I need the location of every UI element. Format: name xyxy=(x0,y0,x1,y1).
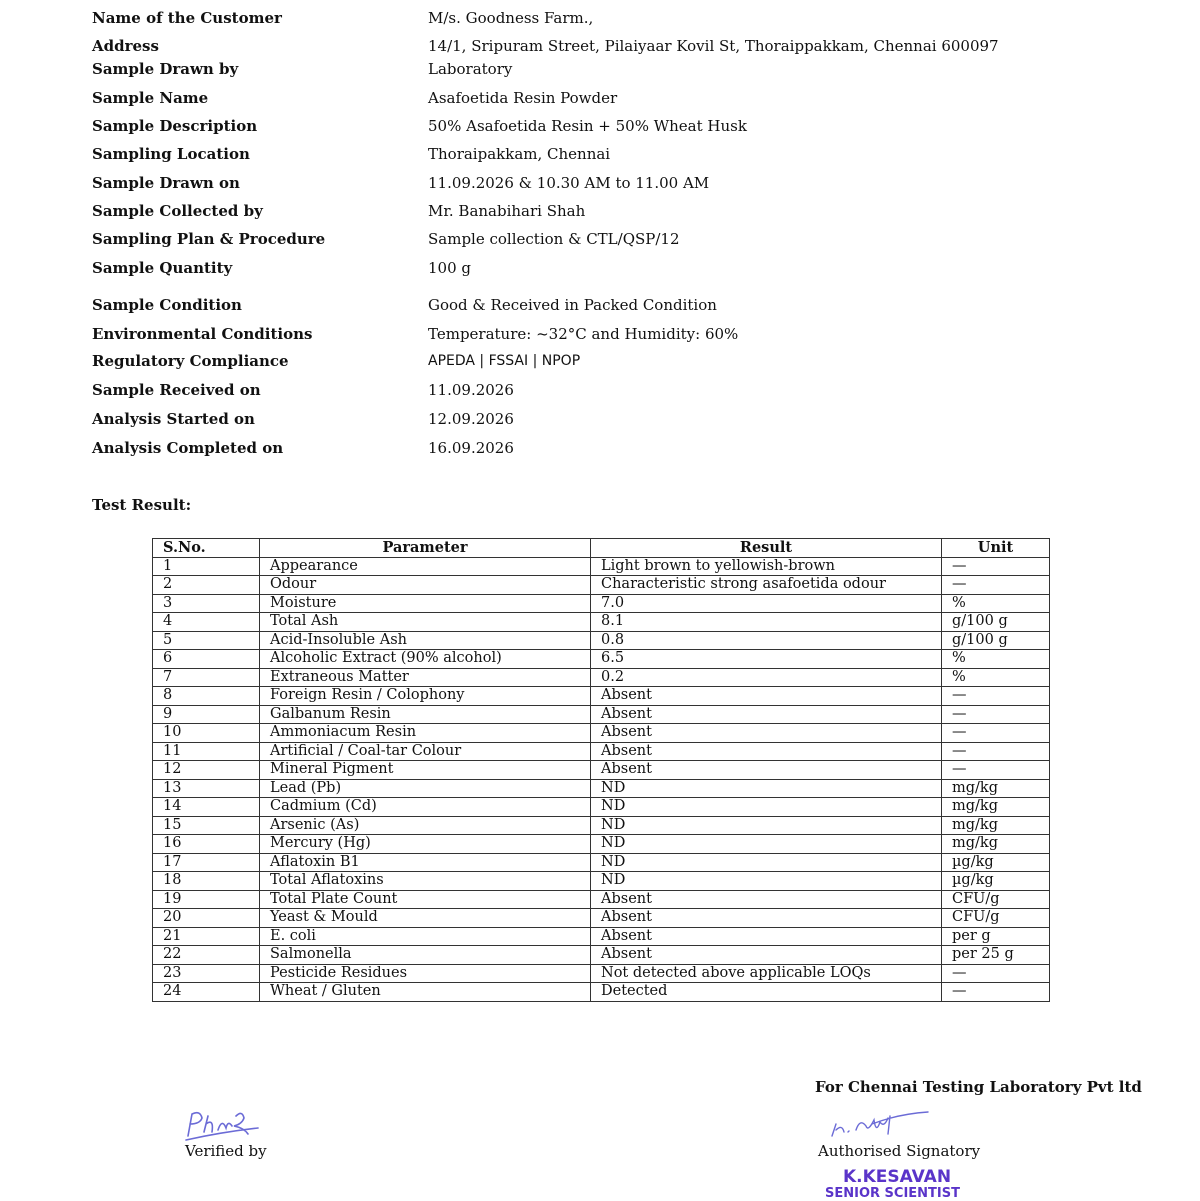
cell-parameter: Arsenic (As) xyxy=(260,816,591,835)
cell-parameter: Alcoholic Extract (90% alcohol) xyxy=(260,650,591,669)
cell-parameter: Pesticide Residues xyxy=(260,964,591,983)
cell-parameter: Moisture xyxy=(260,594,591,613)
cell-result: ND xyxy=(591,779,942,798)
cell-result: Absent xyxy=(591,724,942,743)
cell-parameter: Appearance xyxy=(260,557,591,576)
cell-parameter: Ammoniacum Resin xyxy=(260,724,591,743)
cell-unit: — xyxy=(942,983,1050,1002)
info-value: 50% Asafoetida Resin + 50% Wheat Husk xyxy=(428,117,747,135)
cell-parameter: Total Aflatoxins xyxy=(260,872,591,891)
cell-result: Absent xyxy=(591,705,942,724)
cell-sno: 12 xyxy=(153,761,260,780)
cell-unit: % xyxy=(942,668,1050,687)
cell-result: ND xyxy=(591,853,942,872)
cell-result: 7.0 xyxy=(591,594,942,613)
cell-parameter: Mercury (Hg) xyxy=(260,835,591,854)
cell-unit: — xyxy=(942,724,1050,743)
cell-unit: — xyxy=(942,576,1050,595)
cell-result: Absent xyxy=(591,687,942,706)
cell-parameter: Salmonella xyxy=(260,946,591,965)
cell-sno: 6 xyxy=(153,650,260,669)
cell-unit: per 25 g xyxy=(942,946,1050,965)
cell-unit: mg/kg xyxy=(942,798,1050,817)
info-value: Laboratory xyxy=(428,60,513,78)
table-header-row xyxy=(153,539,1050,558)
cell-parameter: Wheat / Gluten xyxy=(260,983,591,1002)
info-value: APEDA | FSSAI | NPOP xyxy=(428,353,581,369)
cell-sno: 10 xyxy=(153,724,260,743)
cell-sno: 19 xyxy=(153,890,260,909)
cell-unit: per g xyxy=(942,927,1050,946)
table-row xyxy=(153,853,1050,872)
cell-sno: 7 xyxy=(153,668,260,687)
cell-parameter: Artificial / Coal-tar Colour xyxy=(260,742,591,761)
cell-result: ND xyxy=(591,872,942,891)
info-label: Sample Collected by xyxy=(92,202,263,220)
cell-unit: % xyxy=(942,594,1050,613)
cell-result: 0.2 xyxy=(591,668,942,687)
verified-signature xyxy=(182,1106,262,1144)
cell-sno: 1 xyxy=(153,557,260,576)
table-row xyxy=(153,650,1050,669)
authorised-signature xyxy=(828,1108,938,1140)
info-value: Thoraipakkam, Chennai xyxy=(428,145,611,163)
table-row xyxy=(153,779,1050,798)
info-label: Sampling Plan & Procedure xyxy=(92,230,326,248)
info-label: Sampling Location xyxy=(92,145,250,163)
info-label: Address xyxy=(92,37,159,55)
info-value: 14/1, Sripuram Street, Pilaiyaar Kovil St, Thoraippakkam, Chennai 600097 xyxy=(428,37,999,55)
table-row xyxy=(153,946,1050,965)
cell-result: Detected xyxy=(591,983,942,1002)
info-label: Name of the Customer xyxy=(92,9,282,27)
cell-unit: — xyxy=(942,742,1050,761)
table-row xyxy=(153,576,1050,595)
cell-unit: µg/kg xyxy=(942,872,1050,891)
info-label: Sample Received on xyxy=(92,381,261,399)
cell-result: Absent xyxy=(591,890,942,909)
cell-parameter: Galbanum Resin xyxy=(260,705,591,724)
info-value: Good & Received in Packed Condition xyxy=(428,296,717,314)
table-row xyxy=(153,557,1050,576)
table-row xyxy=(153,798,1050,817)
cell-sno: 14 xyxy=(153,798,260,817)
table-row xyxy=(153,742,1050,761)
lab-name: For Chennai Testing Laboratory Pvt ltd xyxy=(815,1078,1142,1096)
cell-parameter: E. coli xyxy=(260,927,591,946)
table-row xyxy=(153,761,1050,780)
cell-parameter: Mineral Pigment xyxy=(260,761,591,780)
info-value: 12.09.2026 xyxy=(428,410,514,428)
cell-unit: mg/kg xyxy=(942,816,1050,835)
cell-sno: 9 xyxy=(153,705,260,724)
table-row xyxy=(153,890,1050,909)
table-row xyxy=(153,705,1050,724)
cell-result: Absent xyxy=(591,761,942,780)
cell-sno: 17 xyxy=(153,853,260,872)
cell-parameter: Aflatoxin B1 xyxy=(260,853,591,872)
signer-name: K.KESAVAN xyxy=(843,1167,952,1187)
verified-by-label: Verified by xyxy=(185,1142,267,1160)
cell-result: ND xyxy=(591,816,942,835)
info-value: 16.09.2026 xyxy=(428,439,514,457)
cell-sno: 13 xyxy=(153,779,260,798)
cell-unit: g/100 g xyxy=(942,631,1050,650)
table-row xyxy=(153,613,1050,632)
header-parameter: Parameter xyxy=(260,539,591,558)
cell-unit: g/100 g xyxy=(942,613,1050,632)
table-row xyxy=(153,687,1050,706)
cell-sno: 16 xyxy=(153,835,260,854)
cell-sno: 22 xyxy=(153,946,260,965)
cell-parameter: Cadmium (Cd) xyxy=(260,798,591,817)
test-result-table xyxy=(152,538,1050,1002)
cell-result: 0.8 xyxy=(591,631,942,650)
info-label: Environmental Conditions xyxy=(92,325,313,343)
cell-sno: 18 xyxy=(153,872,260,891)
header-sno: S.No. xyxy=(153,539,260,558)
info-label: Analysis Started on xyxy=(92,410,255,428)
info-value: Asafoetida Resin Powder xyxy=(428,89,618,107)
info-value: Sample collection & CTL/QSP/12 xyxy=(428,230,680,248)
cell-result: Light brown to yellowish-brown xyxy=(591,557,942,576)
cell-unit: CFU/g xyxy=(942,890,1050,909)
table-row xyxy=(153,816,1050,835)
header-result: Result xyxy=(591,539,942,558)
cell-parameter: Extraneous Matter xyxy=(260,668,591,687)
cell-sno: 15 xyxy=(153,816,260,835)
info-label: Sample Name xyxy=(92,89,209,107)
cell-result: Absent xyxy=(591,909,942,928)
cell-parameter: Yeast & Mould xyxy=(260,909,591,928)
cell-parameter: Odour xyxy=(260,576,591,595)
table-row xyxy=(153,668,1050,687)
cell-result: Absent xyxy=(591,742,942,761)
info-value: Mr. Banabihari Shah xyxy=(428,202,586,220)
info-label: Regulatory Compliance xyxy=(92,352,289,370)
cell-unit: — xyxy=(942,761,1050,780)
test-result-title: Test Result: xyxy=(92,496,192,514)
cell-unit: mg/kg xyxy=(942,779,1050,798)
table-row xyxy=(153,927,1050,946)
info-label: Sample Quantity xyxy=(92,259,233,277)
cell-parameter: Total Plate Count xyxy=(260,890,591,909)
cell-result: Not detected above applicable LOQs xyxy=(591,964,942,983)
cell-sno: 8 xyxy=(153,687,260,706)
cell-parameter: Total Ash xyxy=(260,613,591,632)
table-row xyxy=(153,594,1050,613)
cell-unit: — xyxy=(942,687,1050,706)
table-row xyxy=(153,964,1050,983)
info-value: 11.09.2026 & 10.30 AM to 11.00 AM xyxy=(428,174,710,192)
cell-unit: mg/kg xyxy=(942,835,1050,854)
cell-unit: — xyxy=(942,705,1050,724)
cell-sno: 4 xyxy=(153,613,260,632)
cell-sno: 3 xyxy=(153,594,260,613)
cell-sno: 23 xyxy=(153,964,260,983)
cell-result: 8.1 xyxy=(591,613,942,632)
cell-result: ND xyxy=(591,798,942,817)
cell-sno: 5 xyxy=(153,631,260,650)
info-label: Sample Drawn by xyxy=(92,60,239,78)
cell-parameter: Lead (Pb) xyxy=(260,779,591,798)
cell-parameter: Acid-Insoluble Ash xyxy=(260,631,591,650)
cell-sno: 20 xyxy=(153,909,260,928)
cell-sno: 21 xyxy=(153,927,260,946)
info-value: 100 g xyxy=(428,259,472,277)
info-value: M/s. Goodness Farm., xyxy=(428,9,594,27)
cell-unit: % xyxy=(942,650,1050,669)
cell-result: ND xyxy=(591,835,942,854)
cell-parameter: Foreign Resin / Colophony xyxy=(260,687,591,706)
authorised-signatory-label: Authorised Signatory xyxy=(818,1142,981,1160)
info-label: Analysis Completed on xyxy=(92,439,284,457)
cell-unit: µg/kg xyxy=(942,853,1050,872)
table-row xyxy=(153,983,1050,1002)
header-unit: Unit xyxy=(942,539,1050,558)
cell-result: 6.5 xyxy=(591,650,942,669)
cell-result: Absent xyxy=(591,946,942,965)
table-row xyxy=(153,909,1050,928)
table-row xyxy=(153,631,1050,650)
cell-sno: 24 xyxy=(153,983,260,1002)
cell-unit: — xyxy=(942,964,1050,983)
table-row xyxy=(153,872,1050,891)
info-value: Temperature: ~32°C and Humidity: 60% xyxy=(428,325,739,343)
cell-sno: 11 xyxy=(153,742,260,761)
info-value: 11.09.2026 xyxy=(428,381,514,399)
signer-title: SENIOR SCIENTIST xyxy=(825,1186,960,1201)
cell-result: Characteristic strong asafoetida odour xyxy=(591,576,942,595)
cell-unit: CFU/g xyxy=(942,909,1050,928)
table-row xyxy=(153,724,1050,743)
cell-sno: 2 xyxy=(153,576,260,595)
info-label: Sample Description xyxy=(92,117,258,135)
info-label: Sample Condition xyxy=(92,296,242,314)
cell-unit: — xyxy=(942,557,1050,576)
table-row xyxy=(153,835,1050,854)
info-label: Sample Drawn on xyxy=(92,174,240,192)
cell-result: Absent xyxy=(591,927,942,946)
